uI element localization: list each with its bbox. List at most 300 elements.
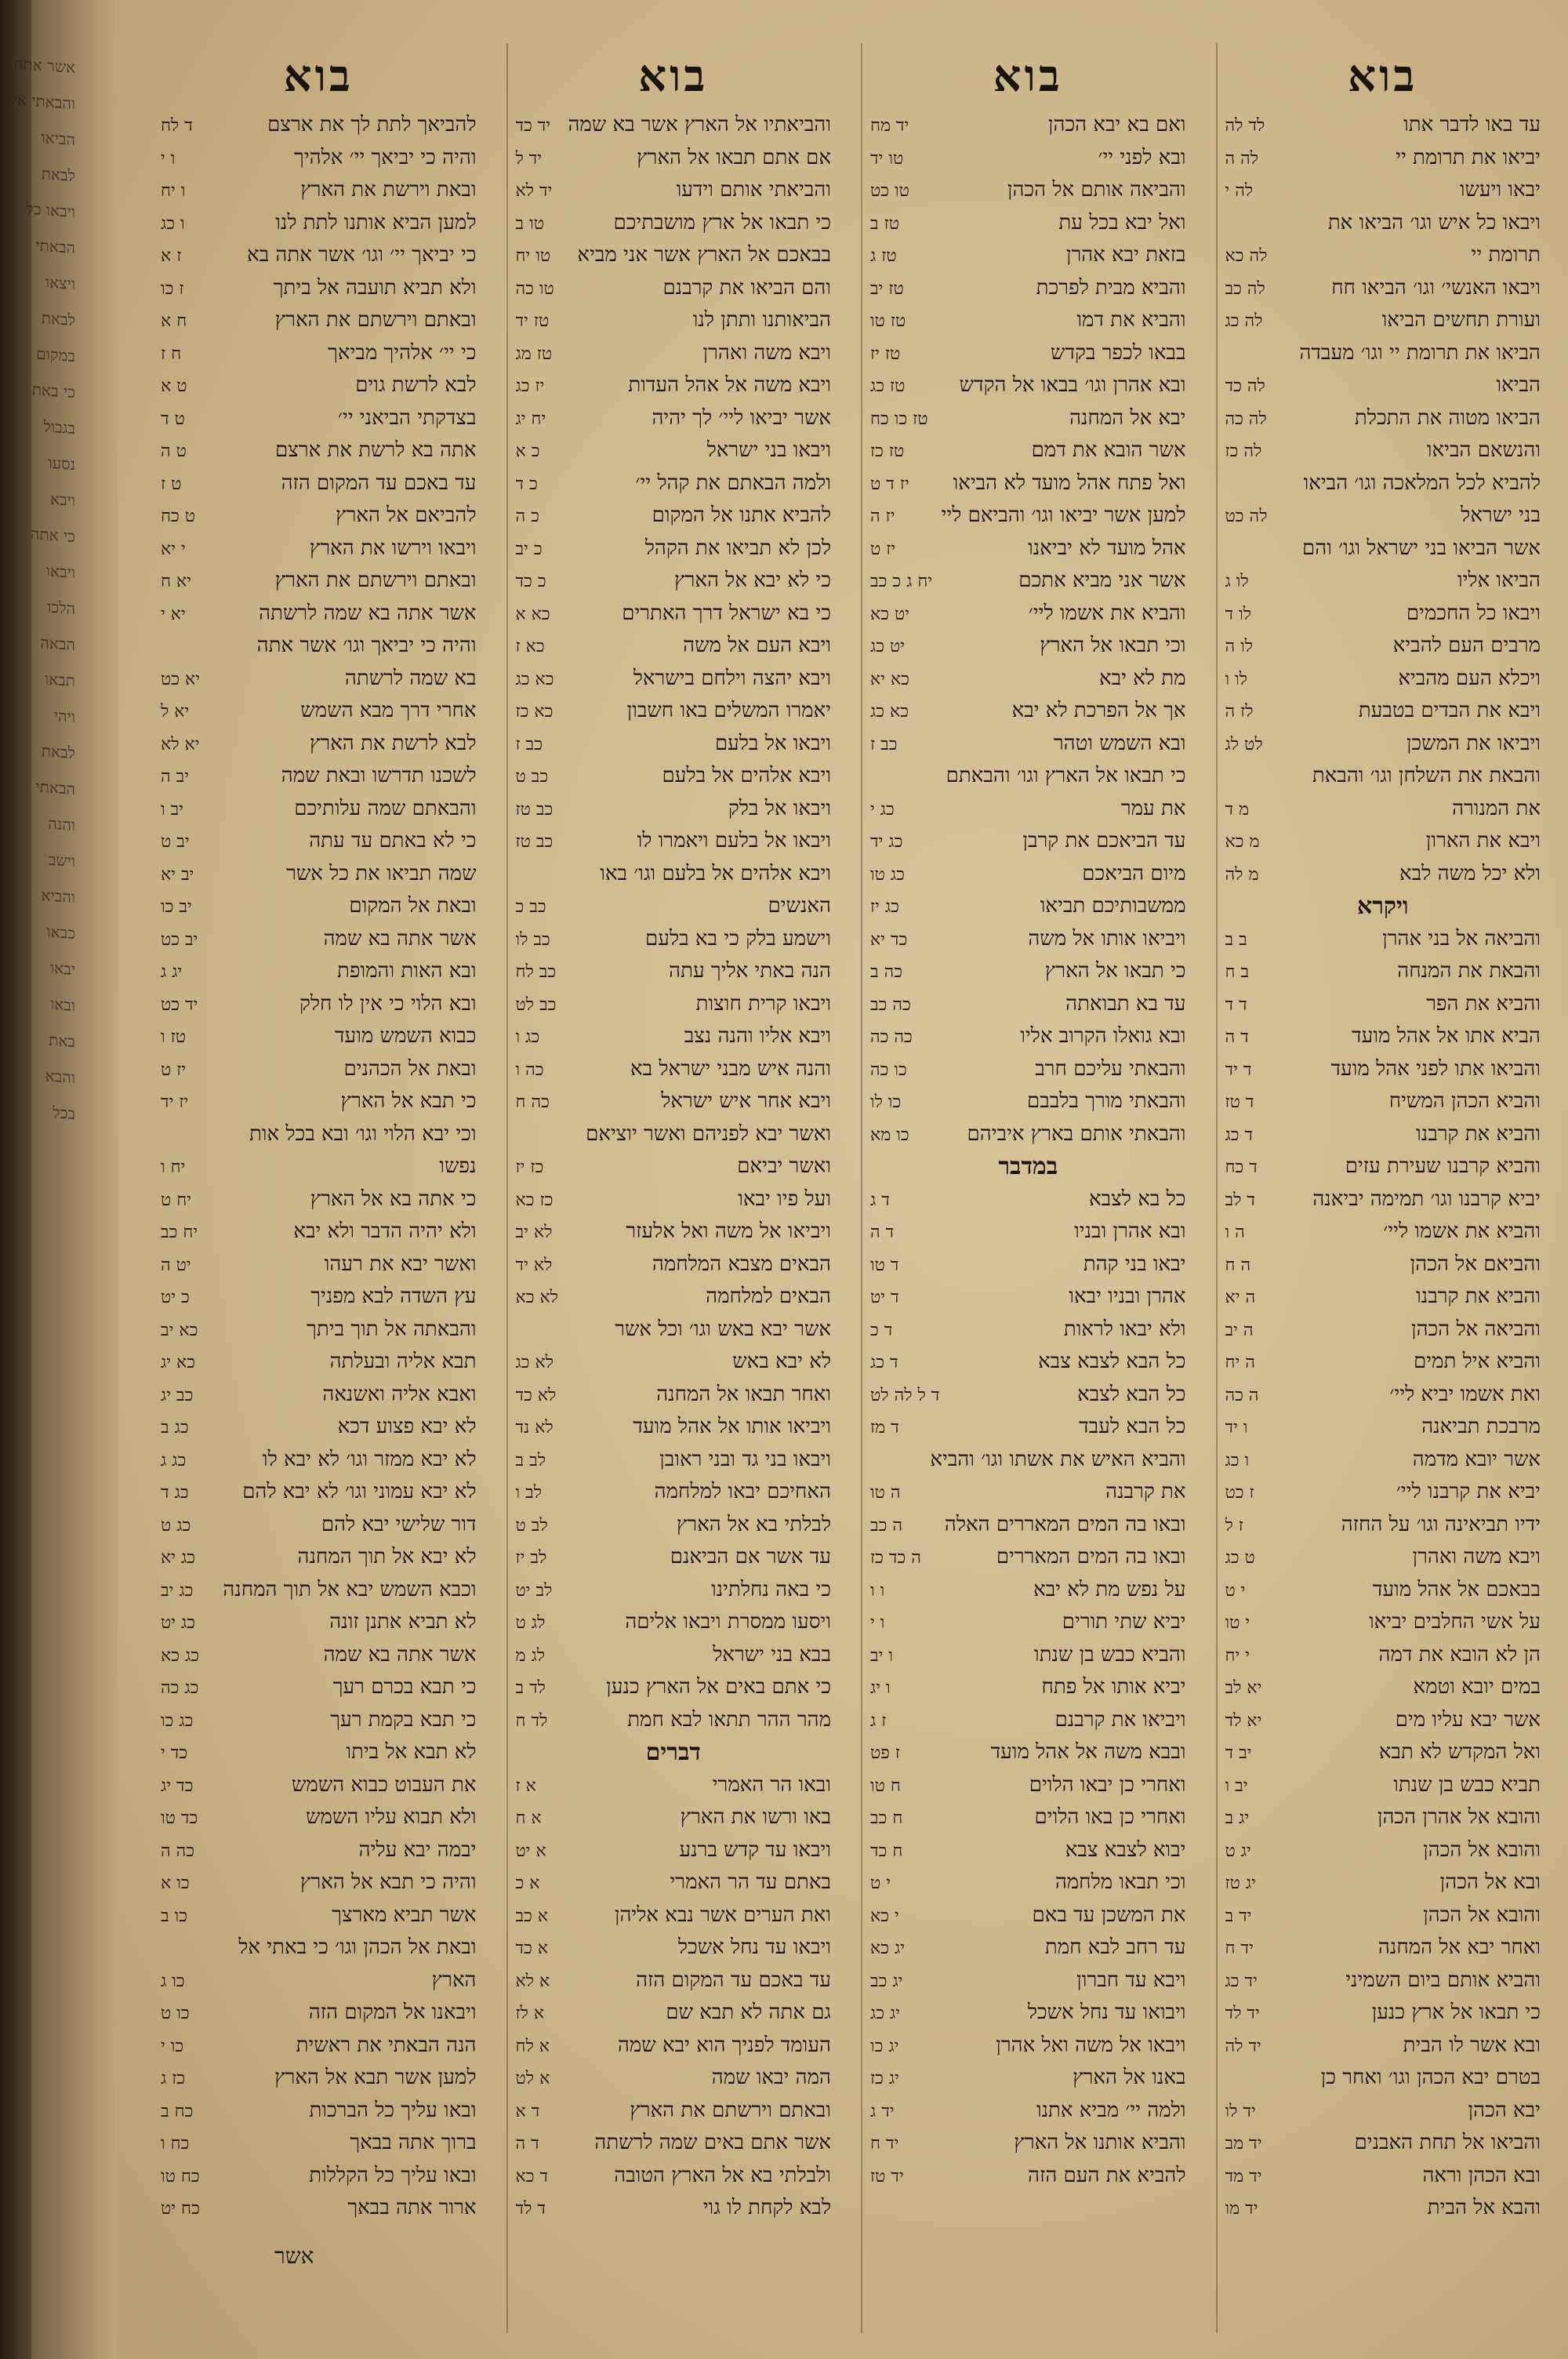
concordance-entry [516,1509,832,1542]
concordance-entry [1225,2030,1541,2063]
entry-reference: ו ו [870,1580,885,1601]
concordance-entry [516,402,832,435]
entry-text: ואשר יבא את רעהו [324,1252,477,1276]
entry-reference: ו י [870,1613,885,1633]
entry-text: ויבא משה ואהרן [702,340,831,365]
concordance-entry [1225,500,1541,533]
concordance-entry [516,1314,832,1347]
concordance-column [153,43,485,2333]
entry-reference: יג כז [870,2069,899,2088]
entry-reference: ה יא [1225,1288,1256,1307]
facing-page-fragments [5,45,75,1132]
entry-text: לא יבא באש [732,1350,831,1373]
entry-text: ויבא עד חברון [1076,1968,1186,1992]
entry-text: יביא שתי תורים [1062,1610,1186,1634]
concordance-entry [516,1216,832,1249]
gutter-fragment: והנה [48,813,75,835]
concordance-entry [161,955,477,988]
entry-reference: יא לא [161,734,200,754]
entry-reference: א ז [515,1776,536,1796]
concordance-entry [870,695,1186,728]
entry-text: והביאה אל הכהן [1410,1317,1541,1341]
entry-reference: כה ה [161,1841,195,1861]
entry-reference: לג מ [515,1645,546,1666]
entry-reference: יז כג [515,376,545,396]
entry-reference: יא לד [1225,1710,1262,1731]
entry-text: תביא כבש בן שנתו [1393,1772,1541,1797]
entry-text: מהר ההר תתאו לבא חמת [627,1707,831,1732]
entry-reference: כו ג [161,1971,185,1991]
entry-reference: יט ה [161,1255,191,1275]
concordance-entry [1225,369,1541,402]
entry-text: ולמה הבאתם את קהל יי׳ [635,471,831,495]
concordance-entry [516,1997,832,2030]
entry-text: והביאה אל בני אהרן [1382,926,1541,951]
concordance-entry [870,1216,1186,1249]
entry-reference: ח כד [870,1841,903,1861]
entry-text: ובבא משה אל אהל מועד [990,1740,1186,1764]
gutter-fragment: ויהי [53,706,75,727]
entry-text: ואם בא יבא הכהן [1047,113,1186,136]
entry-text: וכי תבאו אל הארץ [1040,634,1186,657]
concordance-entry [1225,142,1541,175]
concordance-entry [1225,858,1541,891]
entry-reference: ח כב [870,1808,903,1828]
entry-text: כי יי׳ אלהיך מביאך [328,340,477,365]
entry-reference: יד מח [870,116,909,136]
entry-text: והובא אל הכהן [1423,1903,1541,1927]
entry-text: ויבאו קרית חוצות [695,991,831,1016]
entry-text: אך אל הפרכת לא יבא [1011,699,1186,722]
entry-text: והבאתי אותם בארץ איביהם [967,1121,1186,1146]
concordance-entry [870,109,1186,142]
entry-text: הנה הבאתי את ראשית [296,2033,477,2057]
concordance-entry [161,1281,477,1314]
entry-reference: טז יז [870,343,901,364]
concordance-entry [516,1606,832,1639]
concordance-entry [516,304,832,337]
gutter-fragment: ויבאו כל [26,198,75,222]
concordance-entry [516,1118,832,1151]
concordance-entry [516,760,832,793]
entry-reference: לב יז [515,1548,547,1568]
concordance-entry [1225,1216,1541,1249]
entry-reference: ב ח [1225,962,1250,982]
concordance-entry [1225,2192,1541,2225]
concordance-entry [1225,630,1541,663]
entry-text: וכי יבא הלוי וגו׳ ובא בכל אות [249,1121,477,1146]
entry-reference: לז ה [1225,702,1254,722]
entry-text: ויבא אחר איש ישראל [661,1089,831,1113]
entry-text: ובא אשר לו הבית [1403,2033,1541,2057]
entry-reference: יד ל [515,148,543,169]
entry-text: אשר אתה בא שמה [323,926,477,951]
concordance-entry [161,434,477,467]
entry-text: את קרבנה [1105,1480,1186,1503]
concordance-entry [161,533,477,565]
entry-reference: כג ו [515,1027,540,1047]
entry-text: והבאתה אל תוך ביתך [307,1317,477,1341]
gutter-fragment: כי באת [31,380,75,402]
entry-reference: לה כה [1225,409,1267,429]
entry-text: בני ישראל [1461,503,1541,527]
entry-text: ויבאו אל בלעם ויאמרו לו [637,829,831,852]
concordance-entry [870,1314,1186,1347]
entry-reference: ה כה [1225,1385,1259,1405]
gutter-fragment: ובאו [50,994,75,1016]
entry-reference: כו לו [870,1092,902,1112]
concordance-entry [870,565,1186,598]
concordance-entry [161,630,477,663]
concordance-entry [516,1411,832,1444]
entry-reference: א כב [515,1906,549,1926]
entry-text: והובא אל הכהן [1423,1837,1541,1862]
entry-reference: כ כד [515,572,546,591]
entry-text: שמה תביאו את כל אשר [286,861,477,885]
entry-text: ויבאו בני ישראל [706,438,831,462]
entry-reference: ד לד [515,2199,546,2219]
entry-text: גם אתה לא תבא שם [666,2001,831,2024]
entry-reference: ד א [515,2101,540,2121]
entry-reference: כ ד [515,474,538,494]
entry-text: ואת אשמו יביא ליי׳ [1389,1382,1541,1406]
concordance-column [506,43,840,2333]
concordance-entry [161,207,477,240]
entry-text: עד אשר אם הביאנם [670,1545,831,1568]
concordance-entry [870,1606,1186,1639]
book-heading [516,1736,832,1769]
entry-reference: כד יא [870,929,908,950]
entry-reference: כג יט [161,1613,196,1633]
entry-reference: כב ז [870,734,898,754]
concordance-entry [870,1639,1186,1672]
entry-text: בזאת יבא אהרן [1065,243,1186,267]
entry-reference: לה כט [1225,507,1268,526]
concordance-entry [870,2095,1186,2128]
entry-reference: ח א [161,311,187,331]
gutter-fragment: לבאת [41,741,75,763]
entry-text: הארץ [431,1968,477,1992]
entry-reference: לד ב [515,1678,546,1698]
entry-text: עץ השדה לבא מפניך [310,1285,477,1308]
concordance-entry [161,1769,477,1802]
entry-text: כי תבא אל הארץ [340,1089,477,1113]
entry-text: והביא מבית לפרכת [1036,275,1186,300]
entry-text: ואשר יביאם [737,1154,831,1178]
concordance-entry [1225,1769,1541,1802]
entry-text: אשר הובא את דמם [1031,438,1186,462]
entry-text: להביא לכל המלאכה וגו׳ הביאו [1303,471,1541,495]
entry-text: עד באכם עד המקום הזה [636,1968,831,1992]
entry-text: לא יבא ממזר וגו׳ לא יבא לו [262,1447,477,1471]
entry-reference: ב ב [1225,929,1247,950]
concordance-entry [870,272,1186,305]
entry-reference: כד י [161,1743,188,1763]
concordance-entry [161,1346,477,1379]
entry-text: ובא לפני יי׳ [1098,145,1186,169]
concordance-entry [161,1379,477,1412]
gutter-fragment: וישב [48,849,75,871]
entry-reference: ט ד [161,409,185,429]
concordance-entry [1225,1085,1541,1118]
concordance-entry [516,1541,832,1574]
concordance-entry [161,109,477,142]
concordance-entry [1225,598,1541,631]
gutter-fragment: והבא [45,1066,75,1088]
entry-reference: כ יט [161,1288,190,1307]
entry-text: הביא אתו אל אהל מועד [1352,1024,1541,1048]
entry-text: והיה כי יביאך וגו׳ אשר אתה [256,634,477,657]
entry-reference: יד כג [1225,1971,1258,1991]
entry-text: יאמרו המשלים באו חשבון [626,699,831,722]
entry-text: הנה באתי אליך עתה [669,959,831,983]
concordance-entry [161,663,477,696]
entry-reference: יד לו [1225,2101,1256,2121]
entry-reference: ד טז [1225,1092,1254,1112]
concordance-entry [1225,533,1541,565]
entry-text: והביא קרבנו שעירת עזים [1345,1154,1541,1178]
entry-reference: כא כז [515,702,554,722]
entry-reference: טו ב [515,213,545,234]
entry-reference: כה כה [870,1027,913,1047]
entry-text: ובאת אל הכהנים [343,1056,477,1081]
concordance-entry [161,1639,477,1672]
concordance-entry [1225,1379,1541,1412]
entry-text: ויביאו את המשכן [1406,731,1541,755]
entry-reference: ד כא [515,2166,549,2186]
entry-reference: יד לד [1225,2004,1260,2023]
entry-reference: א יט [515,1841,546,1861]
entry-text: על אשי החלבים יביאו [1369,1610,1541,1634]
entry-text: ויבא יהצה וילחם בישראל [633,666,831,690]
entry-reference: לה כז [1225,442,1262,461]
concordance-entry [161,1183,477,1216]
entry-reference: לה כב [1225,278,1265,299]
concordance-entry [870,434,1186,467]
entry-reference: יב ו [1225,1776,1248,1796]
entry-reference: ח טו [870,1776,901,1796]
concordance-entry [870,402,1186,435]
entry-text: ויבא אלהים אל בלעם [662,764,831,787]
concordance-entry [1225,793,1541,826]
entry-reference: כא א [515,604,550,624]
concordance-entry [870,1736,1186,1769]
concordance-entry [870,1541,1186,1574]
concordance-entry [516,2095,832,2128]
entry-text: ובא הכהן וראה [1422,2163,1541,2187]
concordance-entry [1225,434,1541,467]
entry-text: ואחר תבאו אל המחנה [656,1382,831,1406]
entry-text: למען אשר תבא אל הארץ [274,2066,477,2089]
concordance-entry [870,1346,1186,1379]
entry-reference: כו א [161,1874,190,1893]
entry-text: ובאו עליך כל הברכות [309,2098,477,2122]
entry-text: ולמה יי׳ מביא אתנו [1036,2098,1186,2122]
concordance-entry [161,1866,477,1899]
entry-reference: יט כג [870,637,906,656]
entry-reference: כ יב [515,539,543,559]
entry-reference: י יח [1225,1645,1250,1666]
entry-text: ויבאו אל בלק [728,796,831,820]
concordance-entry [1225,1281,1541,1314]
concordance-entry [161,858,477,891]
entry-text: והבאת את השלחן וגו׳ והבאת [1312,764,1541,787]
concordance-entry [1225,239,1541,272]
entry-reference: יג ב [1225,1808,1250,1828]
entry-reference: י ט [1225,1580,1246,1601]
concordance-entry [516,533,832,565]
gutter-fragment: והביא [41,885,75,907]
entry-text: אשר תביא מארצך [332,1903,477,1927]
concordance-entry [870,793,1186,826]
gutter-fragment: ויבא [49,489,75,511]
entry-reference: כב ט [515,767,549,787]
concordance-column [861,43,1194,2333]
concordance-entry [161,793,477,826]
concordance-entry [161,1899,477,1932]
concordance-entry [516,1639,832,1672]
entry-reference: כ ה [515,507,539,526]
entry-reference: יא כט [161,669,201,689]
entry-reference: טז ב [870,213,900,234]
concordance-entry [870,988,1186,1021]
concordance-entry [870,663,1186,696]
entry-text: ובא השמש וטהר [1053,731,1186,755]
entry-reference: יג כג [870,2004,901,2023]
entry-reference: יח ט [161,1190,192,1210]
entry-reference: יח ו [161,1158,186,1177]
entry-text: הן לא הובא את דמה [1378,1642,1541,1667]
entry-text: ואחרי כן יבאו הלוים [1029,1772,1186,1797]
entry-reference: ו כג [161,213,185,234]
concordance-entry [161,500,477,533]
gutter-fragment: הבאה [40,633,75,655]
entry-text: תרומת יי [1471,243,1541,267]
concordance-entry [516,793,832,826]
column-title: בוא [283,50,354,102]
entry-reference: ד ה [515,2134,539,2154]
entry-text: והביאו אל תחת האבנים [1354,2131,1541,2154]
concordance-entry [161,2160,477,2193]
concordance-entry [516,890,832,923]
entry-text: הביאותנו ותתן לנו [692,308,831,332]
entry-text: אהרן ובניו יבאו [1069,1285,1186,1308]
concordance-entry [1225,825,1541,858]
entry-reference: טו כה [515,278,554,299]
entry-text: ויבאו אל בלעם [714,731,831,755]
concordance-entry [1225,1899,1541,1932]
concordance-entry [870,1769,1186,1802]
concordance-entry [161,1965,477,1997]
entry-reference: יב ד [1225,1743,1252,1763]
entry-reference: לד ח [515,1710,548,1731]
entry-text: ואת הערים אשר נבא אליהן [614,1903,831,1927]
concordance-entry [161,2095,477,2128]
entry-reference: ד ל לה לט [870,1385,940,1405]
entry-reference: יז ט [870,539,896,559]
entry-text: ובאתם וירשתם את הארץ [274,569,477,592]
entry-text: באתם עד הר האמרי [670,1870,831,1894]
entry-text: במדבר [998,1153,1058,1180]
entry-text: ובאתם וירשתם את הארץ [630,2098,831,2122]
entry-reference: ד כג [1225,1125,1254,1145]
concordance-entry [516,1020,832,1053]
concordance-entry [1225,1020,1541,1053]
entry-text: באנו אל הארץ [1073,2066,1186,2089]
entry-reference: כח ב [161,2101,194,2121]
entry-text: המה יבאו שמה [711,2066,831,2089]
book-heading [870,1150,1186,1183]
entry-text: ויביאו אותו אל אהל מועד [633,1415,831,1438]
entry-text: דור שלישי יבא להם [321,1512,477,1536]
concordance-entry [1225,1509,1541,1542]
entry-text: העומד לפניך הוא יבא שמה [617,2033,831,2057]
entry-text: ויבא העם אל משה [683,634,831,657]
entry-text: ולא יבאו לראות [1063,1317,1186,1341]
entry-reference: כח טו [161,2166,200,2186]
concordance-entry [161,174,477,207]
entry-reference: כג יב [161,1580,194,1601]
entry-reference: יב ט [161,832,190,852]
entry-reference: ז א [161,246,182,266]
entry-text: ולא תביא תועבה אל ביתך [273,275,477,300]
concordance-entry [161,1671,477,1704]
concordance-entry [516,1932,832,1965]
entry-text: האנשים [768,894,831,918]
concordance-entry [870,467,1186,500]
entry-text: ואשר יבא לפניהם ואשר יוציאם [586,1121,831,1146]
entry-text: ויקרא [1356,892,1409,920]
concordance-entry [1225,1053,1541,1086]
concordance-entry [516,1346,832,1379]
entry-reference: ד ג [870,1190,890,1210]
entry-reference: יד ב [1225,1906,1252,1926]
entry-text: על נפש מת לא יבא [1033,1577,1186,1601]
concordance-entry [516,434,832,467]
concordance-entry [161,2030,477,2063]
columns-container [153,43,1548,2333]
entry-reference: ד כח [1225,1158,1258,1177]
entry-text: אשר יבא באש וגו׳ וכל אשר [615,1317,831,1341]
entry-text: ויסעו ממסרת ויבאו אליםה [625,1610,831,1634]
concordance-entry [870,630,1186,663]
entry-text: בצדקתי הביאני יי׳ [337,405,477,430]
entry-reference: כו ט [161,2004,190,2023]
concordance-entry [870,1020,1186,1053]
entry-text: למען הביא אותנו לתת לנו [275,210,477,234]
concordance-entry [870,1281,1186,1314]
concordance-entry [161,1249,477,1281]
entry-text: והביא הכהן המשיח [1388,1089,1541,1113]
entry-reference: יד לא [515,181,553,201]
entry-reference: לב ו [515,1483,543,1503]
concordance-entry [870,1704,1186,1737]
concordance-entry [161,1801,477,1834]
concordance-entry [1225,272,1541,305]
concordance-entry [1225,695,1541,728]
entry-reference: לא נד [515,1418,554,1438]
entry-reference: כו ב [161,1906,187,1926]
gutter-fragment: בגבול [43,416,75,438]
entry-reference: ד טו [870,1255,899,1275]
concordance-entry [161,1118,477,1151]
concordance-entry [1225,1866,1541,1899]
entry-reference: יד מד [1225,2166,1262,2186]
entry-text: את עמר [1120,796,1186,820]
entry-text: מרבכת תביאנה [1421,1415,1541,1438]
entry-reference: יד ג [870,2101,895,2121]
concordance-entry [870,207,1186,240]
